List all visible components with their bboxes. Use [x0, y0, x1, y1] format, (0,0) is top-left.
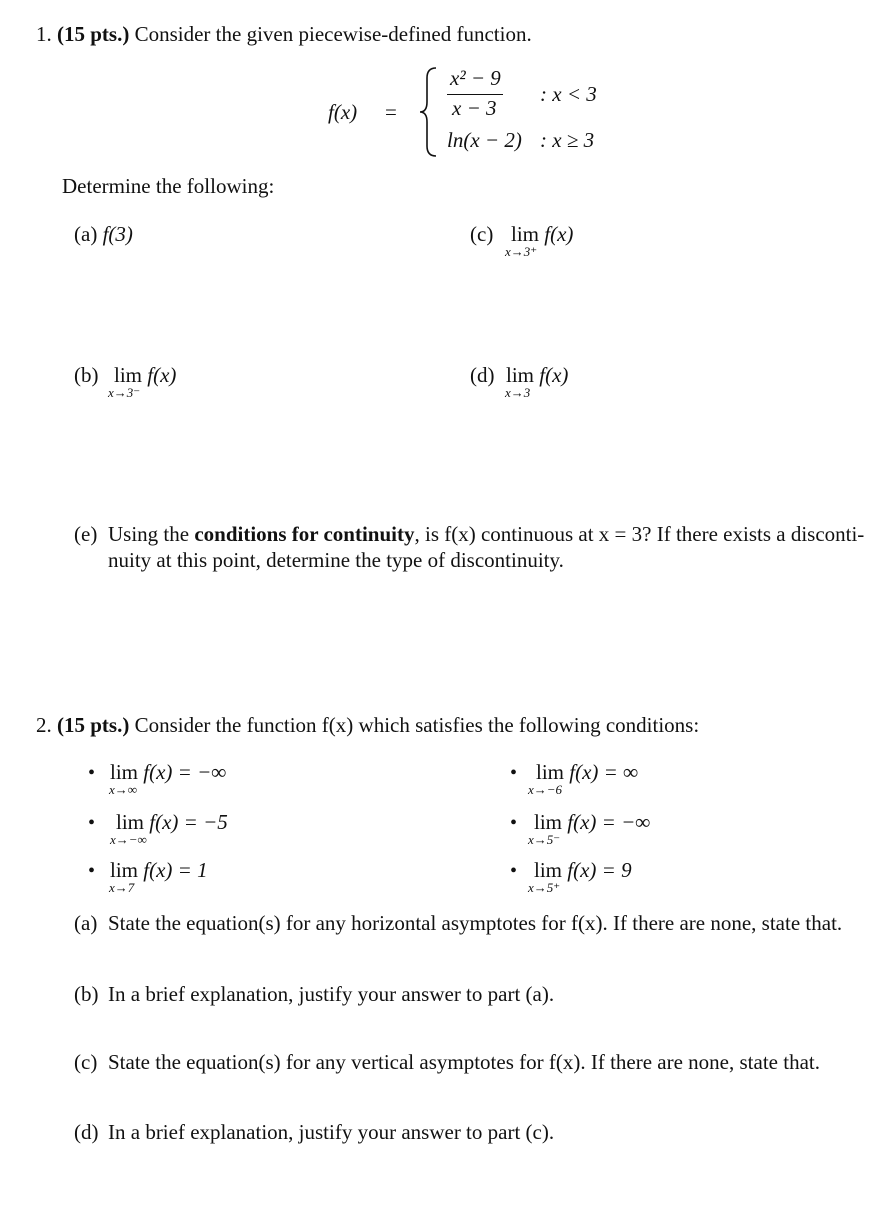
- bullet: •: [88, 812, 96, 834]
- lim-word: lim: [506, 363, 535, 387]
- q2-part-d-label: (d): [74, 1120, 99, 1144]
- determine-label: Determine the following:: [62, 174, 275, 198]
- lim-word: lim: [534, 810, 563, 834]
- lim-subscript: x→∞: [109, 782, 138, 797]
- lim-word: lim: [511, 222, 540, 246]
- lim-subscript: x→−∞: [110, 832, 147, 847]
- lim-expression: f(x) = ∞: [569, 760, 639, 784]
- lim-word: lim: [116, 810, 145, 834]
- left-brace: [418, 66, 440, 158]
- part-a-expression: f(3): [102, 222, 133, 246]
- bullet: •: [510, 812, 518, 834]
- lim-function: f(x): [539, 363, 569, 387]
- piece1-denominator: x − 3: [452, 96, 497, 120]
- q2-part-c-label: (c): [74, 1050, 98, 1074]
- q2-part-b-label: (b): [74, 982, 99, 1006]
- function-lhs: f(x): [328, 100, 358, 124]
- part-d-limit: [505, 363, 569, 400]
- part-c-label: (c): [470, 222, 494, 246]
- q2-part-b-text: In a brief explanation, justify your answer to part (a).: [108, 982, 555, 1006]
- lim-subscript: x→3⁺: [505, 244, 538, 259]
- part-a-label: (a): [74, 222, 98, 246]
- piece1-numerator: x² − 9: [450, 66, 501, 90]
- piece2-expression: ln(x − 2): [447, 128, 522, 152]
- lim-expression: f(x) = 9: [567, 858, 632, 882]
- piece1-condition: : x < 3: [540, 82, 597, 106]
- function-equals: =: [385, 100, 397, 124]
- condition-6: [528, 858, 632, 895]
- part-b-limit: [108, 363, 177, 400]
- lim-expression: f(x) = −5: [149, 810, 228, 834]
- lim-subscript: x→3: [505, 385, 531, 400]
- lim-word: lim: [534, 858, 563, 882]
- lim-expression: f(x) = −∞: [143, 760, 227, 784]
- q2-prompt: Consider the function f(x) which satisfies the following conditions:: [134, 713, 700, 737]
- lim-subscript: x→5⁻: [528, 832, 561, 847]
- lim-function: f(x): [544, 222, 574, 246]
- part-b-label: (b): [74, 363, 99, 387]
- q1-prompt: Consider the given piecewise-defined function.: [134, 22, 532, 46]
- part-e-bold: conditions for continuity: [194, 522, 415, 546]
- q2-part-a-label: (a): [74, 911, 98, 935]
- bullet: •: [88, 762, 96, 784]
- q1-header: [36, 22, 532, 47]
- q2-number: 2.: [36, 713, 52, 737]
- part-e-text1: Using the: [108, 522, 190, 546]
- q2-part-a-text: State the equation(s) for any horizontal asymptotes for f(x). If there are none, state that.: [108, 911, 843, 935]
- lim-subscript: x→7: [109, 880, 135, 895]
- condition-3: [109, 858, 208, 895]
- part-e-line1: [108, 522, 864, 547]
- q1-part-a: [74, 222, 133, 247]
- condition-2: [110, 810, 228, 847]
- part-d-label: (d): [470, 363, 495, 387]
- q2-header: [36, 713, 699, 738]
- bullet: •: [88, 860, 96, 882]
- lim-subscript: x→−6: [528, 782, 563, 797]
- bullet: •: [510, 762, 518, 784]
- lim-word: lim: [536, 760, 565, 784]
- fraction-bar: [447, 94, 503, 95]
- condition-1: [109, 760, 227, 797]
- q2-part-c-text: State the equation(s) for any vertical asymptotes for f(x). If there are none, state that.: [108, 1050, 820, 1074]
- lim-word: lim: [114, 363, 143, 387]
- lim-subscript: x→5⁺: [528, 880, 561, 895]
- lim-subscript: x→3⁻: [108, 385, 141, 400]
- lim-expression: f(x) = −∞: [567, 810, 651, 834]
- condition-5: [528, 810, 651, 847]
- bullet: •: [510, 860, 518, 882]
- lim-function: f(x): [147, 363, 177, 387]
- part-e-line2: nuity at this point, determine the type of discontinuity.: [108, 548, 564, 572]
- lim-expression: f(x) = 1: [143, 858, 208, 882]
- q2-points: (15 pts.): [57, 713, 130, 737]
- q1-number: 1.: [36, 22, 52, 46]
- lim-word: lim: [110, 760, 139, 784]
- q1-points: (15 pts.): [57, 22, 130, 46]
- piece2-condition: : x ≥ 3: [540, 128, 595, 152]
- part-c-limit: [505, 222, 574, 259]
- part-e-label: (e): [74, 522, 98, 546]
- lim-word: lim: [110, 858, 139, 882]
- part-e-text2: , is f(x) continuous at x = 3? If there exists a disconti-: [414, 522, 865, 546]
- q2-part-d-text: In a brief explanation, justify your answer to part (c).: [108, 1120, 555, 1144]
- condition-4: [528, 760, 639, 797]
